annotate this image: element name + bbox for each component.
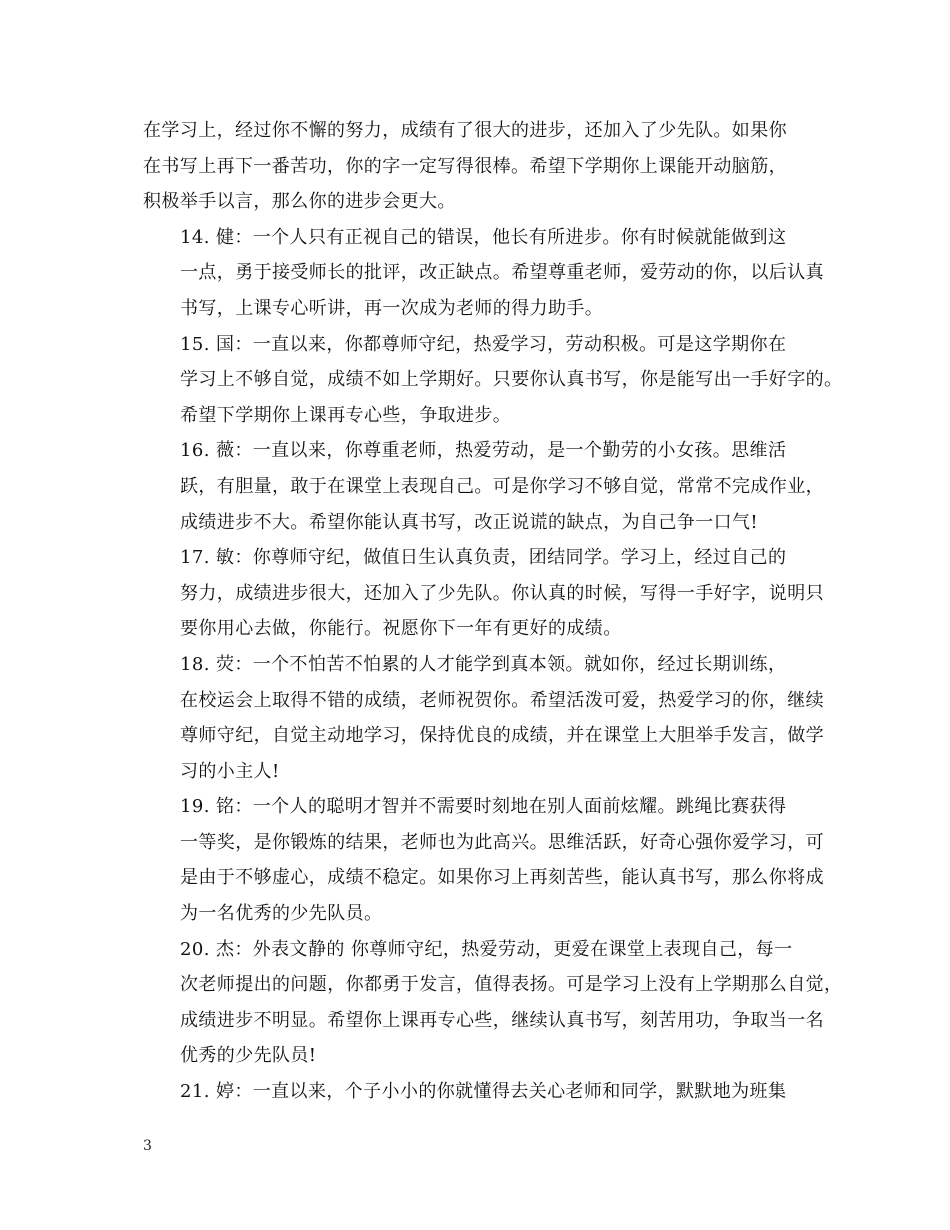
paragraph bbox=[143, 433, 823, 540]
text-line: 成绩进步不明显。希望你上课再专心些，继续认真书写，刻苦用功，争取当一名 bbox=[180, 1009, 824, 1031]
text-line: 学习上不够自觉，成绩不如上学期好。只要你认真书写，你是能写出一手好字的。 bbox=[180, 369, 843, 391]
text-line: 一点，勇于接受师长的批评，改正缺点。希望尊重老师，爱劳动的你，以后认真 bbox=[180, 262, 824, 284]
paragraph bbox=[143, 789, 823, 931]
text-line: 14. 健：一个人只有正视自己的错误，他长有所进步。你有时候就能做到这 bbox=[180, 226, 787, 248]
paragraph bbox=[143, 647, 823, 789]
text-line: 努力，成绩进步很大，还加入了少先队。你认真的时候，写得一手好字，说明只 bbox=[180, 582, 824, 604]
text-line: 尊师守纪，自觉主动地学习，保持优良的成绩，并在课堂上大胆举手发言，做学 bbox=[180, 725, 824, 747]
text-line: 19. 铭：一个人的聪明才智并不需要时刻地在别人面前炫耀。跳绳比赛获得 bbox=[180, 796, 787, 818]
paragraph bbox=[143, 932, 843, 1074]
text-line: 16. 薇：一直以来，你尊重老师，热爱劳动，是一个勤劳的小女孩。思维活 bbox=[180, 440, 787, 462]
text-line: 17. 敏：你尊师守纪，做值日生认真负责，团结同学。学习上，经过自己的 bbox=[180, 547, 787, 569]
text-line: 习的小主人! bbox=[180, 760, 280, 782]
text-line: 积极举手以言，那么你的进步会更大。 bbox=[143, 191, 456, 213]
text-line: 成绩进步不大。希望你能认真书写，改正说谎的缺点，为自己争一口气! bbox=[180, 511, 759, 533]
document-body bbox=[143, 113, 843, 1110]
text-line: 15. 国：一直以来，你都尊师守纪，热爱学习，劳动积极。可是这学期你在 bbox=[180, 333, 787, 355]
text-line: 20. 杰：外表文静的 你尊师守纪，热爱劳动，更爱在课堂上表现自己，每一 bbox=[180, 938, 793, 960]
paragraph bbox=[143, 220, 823, 327]
text-line: 要你用心去做，你能行。祝愿你下一年有更好的成绩。 bbox=[180, 618, 622, 640]
text-line: 在校运会上取得不错的成绩，老师祝贺你。希望活泼可爱，热爱学习的你，继续 bbox=[180, 689, 824, 711]
text-line: 希望下学期你上课再专心些，争取进步。 bbox=[180, 404, 512, 426]
text-line: 是由于不够虚心，成绩不稳定。如果你习上再刻苦些，能认真书写，那么你将成 bbox=[180, 867, 824, 889]
text-line: 书写，上课专心听讲，再一次成为老师的得力助手。 bbox=[180, 297, 604, 319]
text-line: 为一名优秀的少先队员。 bbox=[180, 903, 383, 925]
text-line: 21. 婷：一直以来，个子小小的你就懂得去关心老师和同学，默默地为班集 bbox=[180, 1081, 787, 1103]
text-line: 在书写上再下一番苦功，你的字一定写得很棒。希望下学期你上课能开动脑筋， bbox=[143, 155, 787, 177]
paragraph bbox=[143, 1074, 823, 1110]
text-line: 优秀的少先队员! bbox=[180, 1045, 317, 1067]
text-line: 在学习上，经过你不懈的努力，成绩有了很大的进步，还加入了少先队。如果你 bbox=[143, 120, 787, 141]
text-line: 次老师提出的问题，你都勇于发言，值得表扬。可是学习上没有上学期那么自觉， bbox=[180, 974, 843, 996]
paragraph bbox=[143, 113, 823, 220]
paragraph bbox=[143, 540, 823, 647]
text-line: 一等奖，是你锻炼的结果，老师也为此高兴。思维活跃，好奇心强你爱学习，可 bbox=[180, 831, 824, 853]
text-line: 18. 荧：一个不怕苦不怕累的人才能学到真本领。就如你，经过长期训练， bbox=[180, 653, 787, 675]
page-number: 3 bbox=[143, 1138, 152, 1154]
paragraph bbox=[143, 327, 843, 434]
text-line: 跃，有胆量，敢于在课堂上表现自己。可是你学习不够自觉，常常不完成作业， bbox=[180, 475, 824, 497]
